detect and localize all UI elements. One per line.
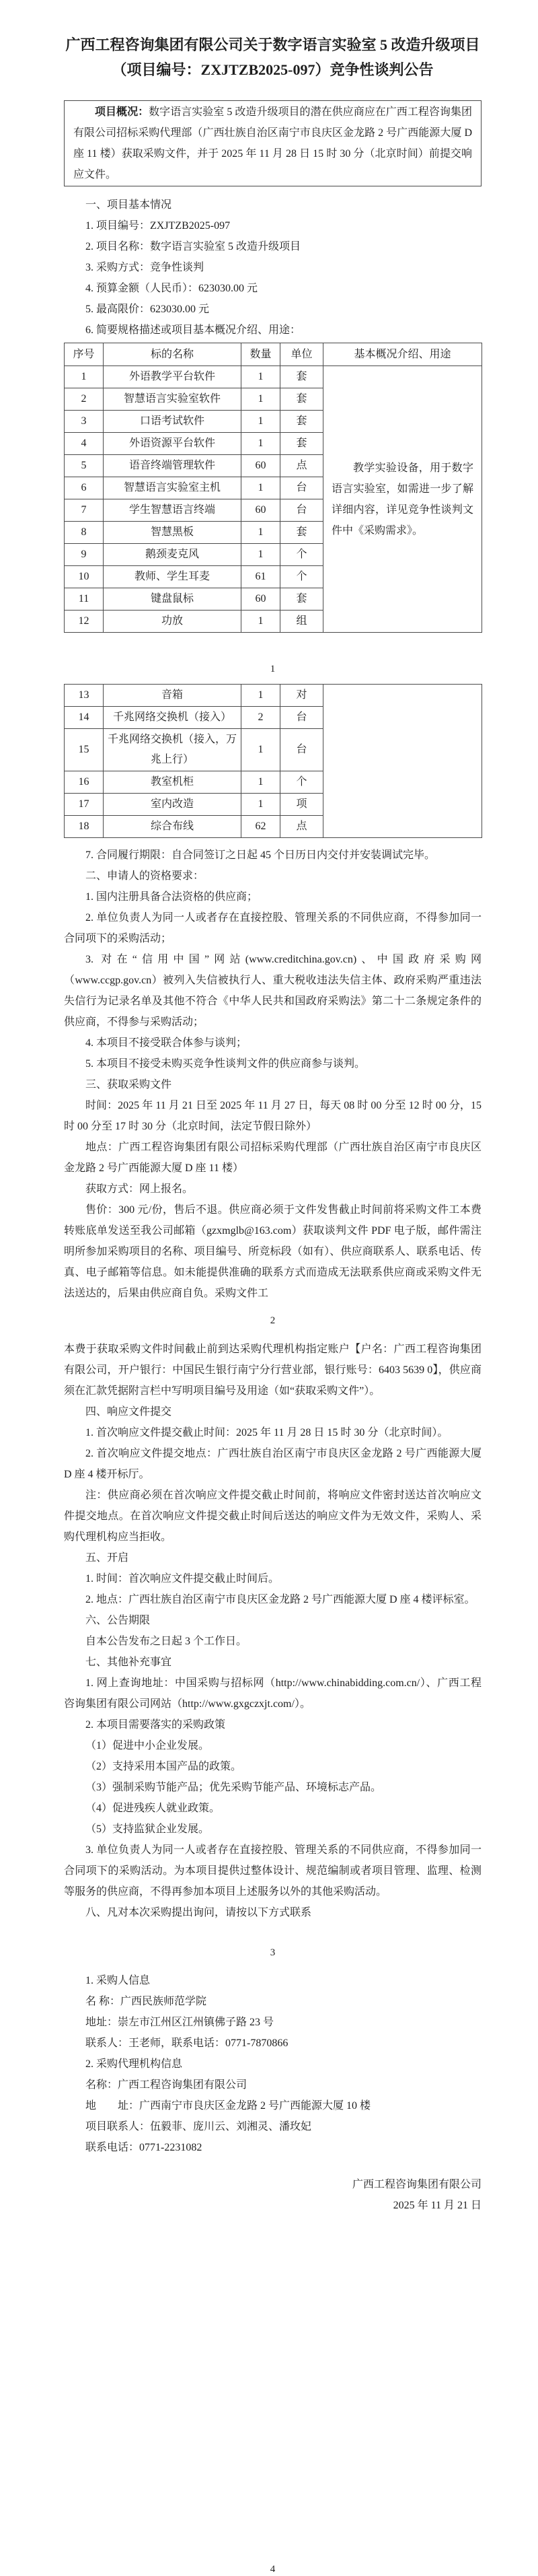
table-cell: 语音终端管理软件 (104, 455, 241, 477)
table-cell: 60 (241, 455, 280, 477)
page-number-4: 4 (270, 2564, 276, 2575)
paragraph: 售价：300 元/份，售后不退。供应商必须于文件发售截止时间前将采购文件工本费转账底单发送至我公司邮箱（gzxmglb@163.com）获取谈判文件 PDF 电子版，邮件需注明所参加采购项目的名称、项目编号、所竞标段（如有）、供应商联系人、联系电话、传真、电子邮箱等信息。如未能提供准确的联系方式而造成无法联系供应商或采购文件无法送达的，后果由供应商自负。采购文件工 (64, 1204, 482, 1299)
table-cell: 6 (65, 477, 104, 499)
table-cell: 台 (280, 477, 323, 499)
table-cell: 18 (65, 816, 104, 838)
table-cell: 1 (241, 611, 280, 633)
table-cell: 个 (280, 544, 323, 566)
table-cell: 60 (241, 588, 280, 611)
paragraph: 时间：2025 年 11 月 21 日至 2025 年 11 月 27 日，每天 08 时 00 分至 12 时 00 分，15 时 00 分至 17 时 30 分（北京时间，法定节假日除外） (64, 1100, 482, 1132)
items-table-page2 (64, 684, 482, 838)
table-cell: 智慧语言实验室主机 (104, 477, 241, 499)
paragraph: 注：供应商必须在首次响应文件提交截止时间前，将响应文件密封送达首次响应文件提交地点。在首次响应文件提交截止时间后送达的响应文件为无效文件，采购人、采购代理机构应当拒收。 (64, 1490, 482, 1543)
paragraph: 2. 本项目需要落实的采购政策 (85, 1719, 226, 1731)
table-row (65, 366, 482, 388)
table-cell: 1 (241, 411, 280, 433)
paragraph: （3）强制采购节能产品；优先采购节能产品、环境标志产品。 (85, 1782, 382, 1793)
paragraph: 2. 单位负责人为同一人或者存在直接控股、管理关系的不同供应商，不得参加同一合同项下的采购活动； (64, 912, 482, 944)
table-cell: 教师、学生耳麦 (104, 566, 241, 588)
table-cell: 10 (65, 566, 104, 588)
paragraph: 五、开启 (85, 1552, 129, 1564)
paragraph: 六、公告期限 (85, 1615, 151, 1626)
paragraph: 八、凡对本次采购提出询问，请按以下方式联系 (85, 1907, 312, 1918)
table-cell: 61 (241, 566, 280, 588)
table-cell: 17 (65, 794, 104, 816)
table-cell: 套 (280, 588, 323, 611)
paragraph: （4）促进残疾人就业政策。 (85, 1803, 221, 1814)
paragraph: 获取方式：网上报名。 (85, 1183, 194, 1195)
table-cell: 1 (241, 433, 280, 455)
paragraph: 一、项目基本情况 (85, 199, 172, 211)
paragraph: 本费于获取采购文件时间截止前到达采购代理机构指定账户【户名：广西工程咨询集团有限公司，开户银行：中国民生银行南宁分行营业部，银行账号：6403 5639 0】，供应商须在汇款凭据附言栏中写明项目编号及用途（如“获取采购文件”）。 (64, 1344, 482, 1397)
paragraph: 名 称：广西民族师范学院 (85, 1996, 207, 2007)
table-cell: 2 (65, 388, 104, 411)
table-cell: 1 (241, 388, 280, 411)
table-cell: 13 (65, 685, 104, 707)
table-cell: 62 (241, 816, 280, 838)
section-basic-info (64, 195, 482, 341)
table-cell: 7 (65, 499, 104, 522)
title-line-1: 广西工程咨询集团有限公司关于数字语言实验室 5 改造升级项目 (65, 36, 480, 53)
document-page (0, 32, 538, 2575)
paragraph: 项目联系人：伍毅菲、庞川云、刘湘灵、潘玫妃 (85, 2121, 312, 2132)
paragraph: 5. 最高限价：623030.00 元 (85, 304, 210, 315)
paragraph: 3. 单位负责人为同一人或者存在直接控股、管理关系的不同供应商，不得参加同一合同项下的采购活动。为本项目提供过整体设计、规范编制或者项目管理、监理、检测等服务的供应商，不得再参加本项目上述服务以外的其他采购活动。 (64, 1844, 482, 1898)
table-cell: 个 (280, 566, 323, 588)
paragraph: 1. 采购人信息 (85, 1975, 151, 1986)
paragraph: 6. 简要规格描述或项目基本概况介绍、用途： (85, 324, 301, 336)
table-cell: 台 (280, 499, 323, 522)
paragraph: 2. 首次响应文件提交地点：广西壮族自治区南宁市良庆区金龙路 2 号广西能源大厦 D 座 4 楼开标厅。 (64, 1448, 482, 1480)
project-overview-paragraph (73, 102, 472, 185)
paragraph: 七、其他补充事宜 (85, 1657, 172, 1668)
table-cell: 1 (241, 477, 280, 499)
paragraph: 地点：广西工程咨询集团有限公司招标采购代理部（广西壮族自治区南宁市良庆区金龙路 2 号广西能源大厦 D 座 11 楼） (64, 1142, 482, 1174)
table-cell: 外语教学平台软件 (104, 366, 241, 388)
table-cell: 鹅颈麦克风 (104, 544, 241, 566)
table-cell: 教室机柜 (104, 771, 241, 794)
table-cell: 台 (280, 729, 323, 771)
paragraph: 7. 合同履行期限：自合同签订之日起 45 个日历日内交付并安装调试完毕。 (85, 849, 436, 861)
table-cell: 功放 (104, 611, 241, 633)
table-cell: 12 (65, 611, 104, 633)
paragraph: 联系人：王老师，联系电话：0771-7870866 (85, 2038, 289, 2049)
table-cell: 个 (280, 771, 323, 794)
project-overview-box (64, 100, 482, 186)
page-number-1: 1 (270, 664, 276, 674)
paragraph: 2. 地点：广西壮族自治区南宁市良庆区金龙路 2 号广西能源大厦 D 座 4 楼评标室。 (85, 1594, 475, 1605)
col-header-seq: 序号 (65, 343, 104, 366)
paragraph: 5. 本项目不接受未购买竞争性谈判文件的供应商参与谈判。 (85, 1058, 366, 1070)
table-merged-description-cell: 教学实验设备，用于数字语言实验室，如需进一步了解详细内容，详见竞争性谈判文件中《采购需求》。 (323, 366, 482, 633)
table-cell: 键盘鼠标 (104, 588, 241, 611)
table-cell: 套 (280, 433, 323, 455)
paragraph: 2. 采购代理机构信息 (85, 2058, 183, 2070)
paragraph: 名称：广西工程咨询集团有限公司 (85, 2079, 247, 2091)
table-cell: 11 (65, 588, 104, 611)
signature-date: 2025 年 11 月 21 日 (393, 2200, 482, 2211)
table-cell: 60 (241, 499, 280, 522)
table-cell: 9 (65, 544, 104, 566)
overview-lead-label: 项目概况： (95, 106, 149, 118)
items-table-page1 (64, 343, 482, 633)
table-cell: 学生智慧语言终端 (104, 499, 241, 522)
paragraph: 1. 项目编号：ZXJTZB2025-097 (85, 220, 231, 232)
table-cell: 对 (280, 685, 323, 707)
col-header-desc: 基本概况介绍、用途 (323, 343, 482, 366)
table-cell: 点 (280, 816, 323, 838)
table-cell: 套 (280, 388, 323, 411)
table-cell: 项 (280, 794, 323, 816)
paragraph: （2）支持采用本国产品的政策。 (85, 1761, 242, 1772)
table-cell: 1 (241, 685, 280, 707)
table-cell: 1 (65, 366, 104, 388)
table-merged-description-cell (323, 685, 482, 838)
table-cell: 15 (65, 729, 104, 771)
section-requirements-and-documents (64, 845, 482, 1304)
table-row (65, 685, 482, 707)
table-cell: 1 (241, 544, 280, 566)
paragraph: 3. 采购方式：竞争性谈判 (85, 262, 204, 273)
paragraph: 四、响应文件提交 (85, 1406, 172, 1418)
paragraph: 自本公告发布之日起 3 个工作日。 (85, 1636, 247, 1647)
col-header-unit: 单位 (280, 343, 323, 366)
document-content (0, 32, 538, 2576)
paragraph: 二、申请人的资格要求： (85, 870, 204, 882)
paragraph: 1. 首次响应文件提交截止时间：2025 年 11 月 28 日 15 时 30 分（北京时间）。 (85, 1427, 449, 1438)
overview-body-text: 数字语言实验室 5 改造升级项目的潜在供应商应在广西工程咨询集团有限公司招标采购代理部（广西壮族自治区南宁市良庆区金龙路 2 号广西能源大厦 D 座 11 楼）获取采购文件，并于 2025 年 11 月 28 日 15 时 30 分（北京时间）前提交响应文件。 (73, 106, 472, 180)
table-cell: 5 (65, 455, 104, 477)
paragraph: 4. 本项目不接受联合体参与谈判； (85, 1037, 247, 1049)
table-cell: 套 (280, 411, 323, 433)
table-cell: 1 (241, 794, 280, 816)
table-cell: 音箱 (104, 685, 241, 707)
table-cell: 组 (280, 611, 323, 633)
paragraph: 地址：崇左市江州区江州镇佛子路 23 号 (85, 2017, 274, 2028)
table-cell: 智慧黑板 (104, 522, 241, 544)
paragraph: 地 址：广西南宁市良庆区金龙路 2 号广西能源大厦 10 楼 (85, 2100, 371, 2112)
title-line-2: （项目编号：ZXJTZB2025-097）竞争性谈判公告 (112, 61, 434, 78)
table-cell: 点 (280, 455, 323, 477)
table-cell: 2 (241, 707, 280, 729)
table-cell: 智慧语言实验室软件 (104, 388, 241, 411)
col-header-item: 标的名称 (104, 343, 241, 366)
table-cell: 千兆网络交换机（接入，万兆上行） (104, 729, 241, 771)
paragraph: （5）支持监狱企业发展。 (85, 1823, 210, 1835)
section-submission-and-policies (64, 1339, 482, 1923)
table-cell: 14 (65, 707, 104, 729)
page-number-3: 3 (270, 1947, 276, 1958)
paragraph: 联系电话：0771-2231082 (85, 2142, 202, 2153)
paragraph: （1）促进中小企业发展。 (85, 1740, 210, 1751)
table-cell: 8 (65, 522, 104, 544)
section-contact-info (64, 1970, 482, 2158)
table-cell: 套 (280, 522, 323, 544)
table-cell: 3 (65, 411, 104, 433)
table-cell: 外语资源平台软件 (104, 433, 241, 455)
table-cell: 台 (280, 707, 323, 729)
signature-company: 广西工程咨询集团有限公司 (352, 2179, 482, 2190)
table-cell: 套 (280, 366, 323, 388)
paragraph: 1. 网上查询地址：中国采购与招标网（http://www.chinabidding.com.cn/）、广西工程咨询集团有限公司网站（http://www.gxgczxjt.com/）。 (64, 1677, 482, 1710)
paragraph: 4. 预算金额（人民币）：623030.00 元 (85, 283, 258, 294)
paragraph: 1. 国内注册具备合法资格的供应商； (85, 891, 258, 903)
table-cell: 1 (241, 366, 280, 388)
table-header-row (65, 343, 482, 366)
table-cell: 综合布线 (104, 816, 241, 838)
table-cell: 1 (241, 729, 280, 771)
table-cell: 1 (241, 771, 280, 794)
paragraph: 1. 时间：首次响应文件提交截止时间后。 (85, 1573, 280, 1585)
paragraph: 3. 对在“信用中国”网站(www.creditchina.gov.cn)、中国政府采购网（www.ccgp.gov.cn）被列入失信被执行人、重大税收违法失信主体、政府采购严重违法失信行为记录名单及其他不符合《中华人民共和国政府采购法》第二十二条规定条件的供应商，不得参与采购活动； (64, 954, 482, 1028)
paragraph: 2. 项目名称：数字语言实验室 5 改造升级项目 (85, 241, 301, 252)
paragraph: 三、获取采购文件 (85, 1079, 172, 1090)
col-header-qty: 数量 (241, 343, 280, 366)
table-cell: 4 (65, 433, 104, 455)
table-cell: 口语考试软件 (104, 411, 241, 433)
table-cell: 千兆网络交换机（接入） (104, 707, 241, 729)
signature-block (64, 2174, 482, 2216)
page-number-2: 2 (270, 1315, 276, 1326)
document-title (64, 32, 482, 82)
table-cell: 室内改造 (104, 794, 241, 816)
table-cell: 1 (241, 522, 280, 544)
table-cell: 16 (65, 771, 104, 794)
